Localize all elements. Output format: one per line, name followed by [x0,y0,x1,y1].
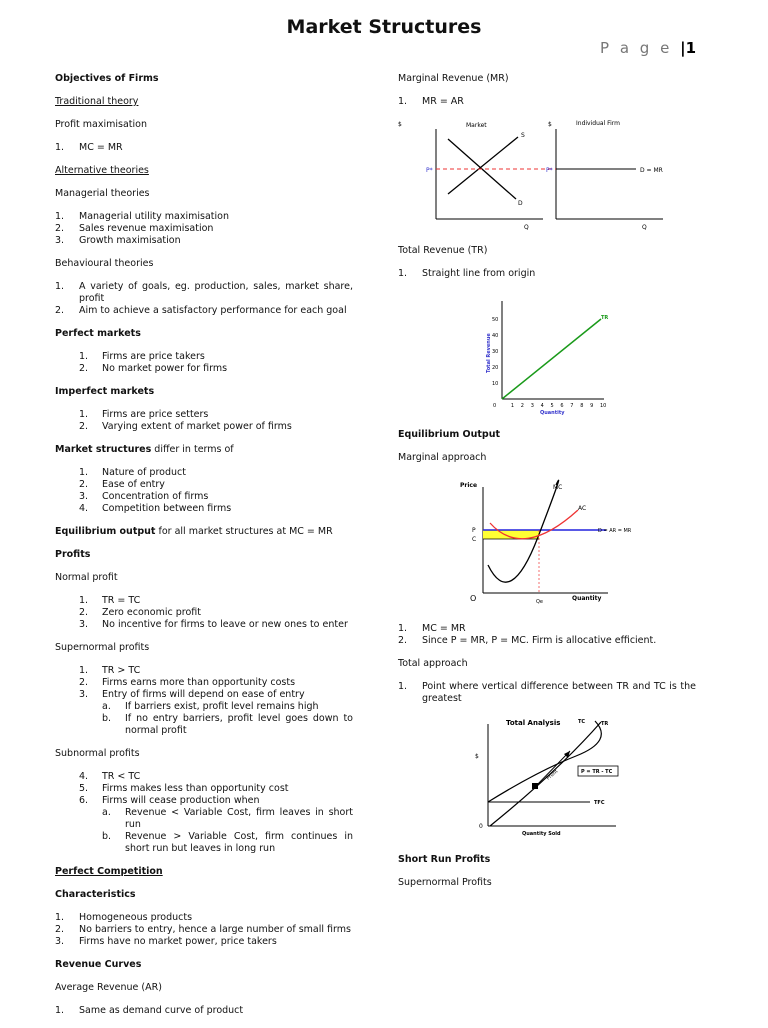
list-market-structures [55,467,353,515]
fig1-q-label-2: Q [642,224,647,231]
list-mr [398,96,696,108]
fig3-mc-label: MC [553,484,563,491]
list-managerial [55,211,353,247]
list-item: 1. Nature of product [79,467,186,478]
list-characteristics [55,912,353,948]
list-item: 2. No market power for firms [79,363,228,374]
list-item: 1. Homogeneous products [55,912,193,923]
heading-short-run: Short Run Profits [398,854,491,865]
fig3-dar-label: D = AR = MR [598,528,632,534]
tr-xtick-label: 3 [530,403,534,409]
list-item: 1. TR > TC [79,665,141,676]
list-item: b. Revenue > Variable Cost, firm continues in short run but leaves in long run [102,831,353,854]
heading-characteristics: Characteristics [55,889,136,900]
list-subnormal [55,771,353,855]
text-supernormal-profits: Supernormal Profits [398,877,492,888]
fig3-quantity-label: Quantity [572,595,602,602]
fig1-ylabel-1: $ [398,121,402,128]
text-normal-profit: Normal profit [55,572,118,583]
heading-profits: Profits [55,549,91,560]
fig3-p-label: P [472,527,476,534]
left-column [55,73,353,1028]
tr-xtick-label: 1 [510,403,515,409]
fig1-q-label-1: Q [524,224,529,231]
heading-perfect-markets: Perfect markets [55,328,141,339]
list-item: 1. Same as demand curve of product [55,1005,244,1016]
fig1-dmr-label: D = MR [640,167,663,174]
fig4-tfc-label: TFC [594,800,605,806]
fig1-market-label: Market [466,122,487,129]
list-item: 2. Varying extent of market power of firms [79,421,292,432]
list-supernormal [55,665,353,737]
fig1-p-label-1: P* [426,167,433,174]
tr-xlabel: Quantity [540,410,565,416]
list-item: 1. Managerial utility maximisation [55,211,229,222]
tr-xtick-label: 7 [570,403,574,409]
list-item: 1. MR = AR [398,96,464,107]
list-item: a. Revenue < Variable Cost, firm leaves in short run [102,807,353,830]
heading-alternative: Alternative theories [55,165,149,176]
list-item: 1. MC = MR [55,142,123,153]
text-managerial: Managerial theories [55,188,150,199]
list-item: 5. Firms makes less than opportunity cost [79,783,289,794]
list-normal [55,595,353,631]
tr-xtick-label: 10 [600,403,607,409]
list-item: 1. TR = TC [79,595,141,606]
list-tr [398,268,696,280]
tr-line-label: TR [601,315,609,321]
fig1-p-label-2: P* [546,167,553,174]
list-item: 2. Ease of entry [79,479,165,490]
list-item: 1. Firms are price takers [79,351,205,362]
list-traditional [55,142,353,154]
fig1-individual-label: Individual Firm [576,120,621,127]
list-subnormal-sub [102,807,353,855]
figure-total-analysis [398,716,696,846]
list-item: 2. Aim to achieve a satisfactory performance for each goal [55,305,347,316]
fig4-title: Total Analysis [506,719,561,727]
fig4-ylabel: $ [475,753,479,760]
fig4-box-label: P = TR - TC [581,769,613,775]
text-total-revenue: Total Revenue (TR) [398,245,488,256]
list-item: 3. Entry of firms will depend on ease of entry a. If barriers exist, profit level remains high b. If no entry barriers, profit level goes down to normal profit [79,689,353,736]
list-item: 3. No incentive for firms to leave or new ones to enter [79,619,348,630]
fig3-c-label: C [472,536,477,543]
text-profit-max: Profit maximisation [55,119,147,130]
heading-revenue-curves: Revenue Curves [55,959,142,970]
text-average-revenue: Average Revenue (AR) [55,982,162,993]
text-marginal-revenue: Marginal Revenue (MR) [398,73,509,84]
tr-ytick-label: 10 [492,381,499,387]
tr-ytick-label: 30 [492,349,499,355]
tr-ytick-label: 50 [492,317,499,323]
list-item: 2. Since P = MR, P = MC. Firm is allocative efficient. [398,635,657,646]
list-item: 4. TR < TC [79,771,141,782]
list-item: a. If barriers exist, profit level remains high [102,701,319,712]
list-item: 1. Point where vertical difference between TR and TC is the greatest [398,681,696,704]
fig3-qe-label: Qe [536,599,544,605]
list-item: 2. Sales revenue maximisation [55,223,214,234]
text-market-structures: Market structures differ in terms of [55,444,234,455]
page-separator: | [680,39,686,57]
list-item: 2. No barriers to entry, hence a large number of small firms [55,924,351,935]
page-title: Market Structures [286,16,482,38]
tr-ytick-label: 40 [492,333,499,339]
fig4-tc-label: TC [578,719,586,725]
tr-xtick-label: 6 [560,403,564,409]
fig4-profit-label: Profit [545,768,560,782]
list-marginal [398,623,696,647]
list-item: 1. A variety of goals, eg. production, sales, market share, profit [55,281,353,304]
page-number-value: 1 [685,39,696,57]
heading-traditional: Traditional theory [55,96,139,107]
fig3-price-label: Price [460,482,478,489]
heading-imperfect-markets: Imperfect markets [55,386,155,397]
tr-ylabel: Total Revenue [486,333,492,373]
tr-line [502,319,601,399]
fig4-xlabel: Quantity Sold [522,831,561,837]
text-equilibrium: Equilibrium output for all market structures at MC = MR [55,526,333,537]
fig1-ylabel-2: $ [548,121,552,128]
tr-xtick-label: 4 [540,403,544,409]
page-number [600,39,696,57]
text-behavioural: Behavioural theories [55,258,154,269]
list-item: 4. Competition between firms [79,503,232,514]
tr-xtick-label: 2 [520,403,524,409]
text-supernormal: Supernormal profits [55,642,150,653]
text-total-approach: Total approach [398,658,468,669]
list-supernormal-sub [102,701,353,737]
list-item: 2. Zero economic profit [79,607,201,618]
list-item: 1. Firms are price setters [79,409,209,420]
list-behavioural [55,281,353,317]
tr-xtick-label: 0 [493,403,497,409]
text-marginal-approach: Marginal approach [398,452,487,463]
right-column [398,73,696,900]
fig1-s-label: S [521,132,525,139]
tr-xtick-label: 9 [590,403,594,409]
list-imperfect [55,409,353,433]
figure-market-firm [398,119,696,237]
list-perfect [55,351,353,375]
heading-perfect-competition: Perfect Competition [55,866,163,877]
list-item: 3. Firms have no market power, price takers [55,936,277,947]
figure-marginal-approach [398,475,696,615]
list-item: 2. Firms earns more than opportunity costs [79,677,296,688]
tr-ytick-label: 20 [492,365,499,371]
list-average-revenue [55,1005,353,1017]
list-item: 3. Growth maximisation [55,235,181,246]
tr-xtick-label: 8 [580,403,584,409]
list-item: 1. Straight line from origin [398,268,536,279]
text-subnormal: Subnormal profits [55,748,140,759]
list-total [398,681,696,705]
page-label: P a g e [600,39,673,57]
heading-objectives: Objectives of Firms [55,73,159,84]
list-item: 1. MC = MR [398,623,466,634]
fig4-tr-label: TR [601,721,609,727]
fig4-zero-label: 0 [479,823,483,830]
list-item: b. If no entry barriers, profit level goes down to normal profit [102,713,353,736]
fig3-ac-label: AC [578,505,587,512]
tr-xtick-label: 5 [550,403,554,409]
fig3-origin-label: O [470,594,477,603]
fig1-d-label: D [518,200,523,207]
figure-total-revenue [398,291,696,421]
list-item: 3. Concentration of firms [79,491,209,502]
list-item: 6. Firms will cease production when a. Revenue < Variable Cost, firm leaves in short run b. Revenue > Variable Cost, firm continues in short run but leaves in long run [79,795,353,854]
heading-equilibrium-output: Equilibrium Output [398,429,501,440]
